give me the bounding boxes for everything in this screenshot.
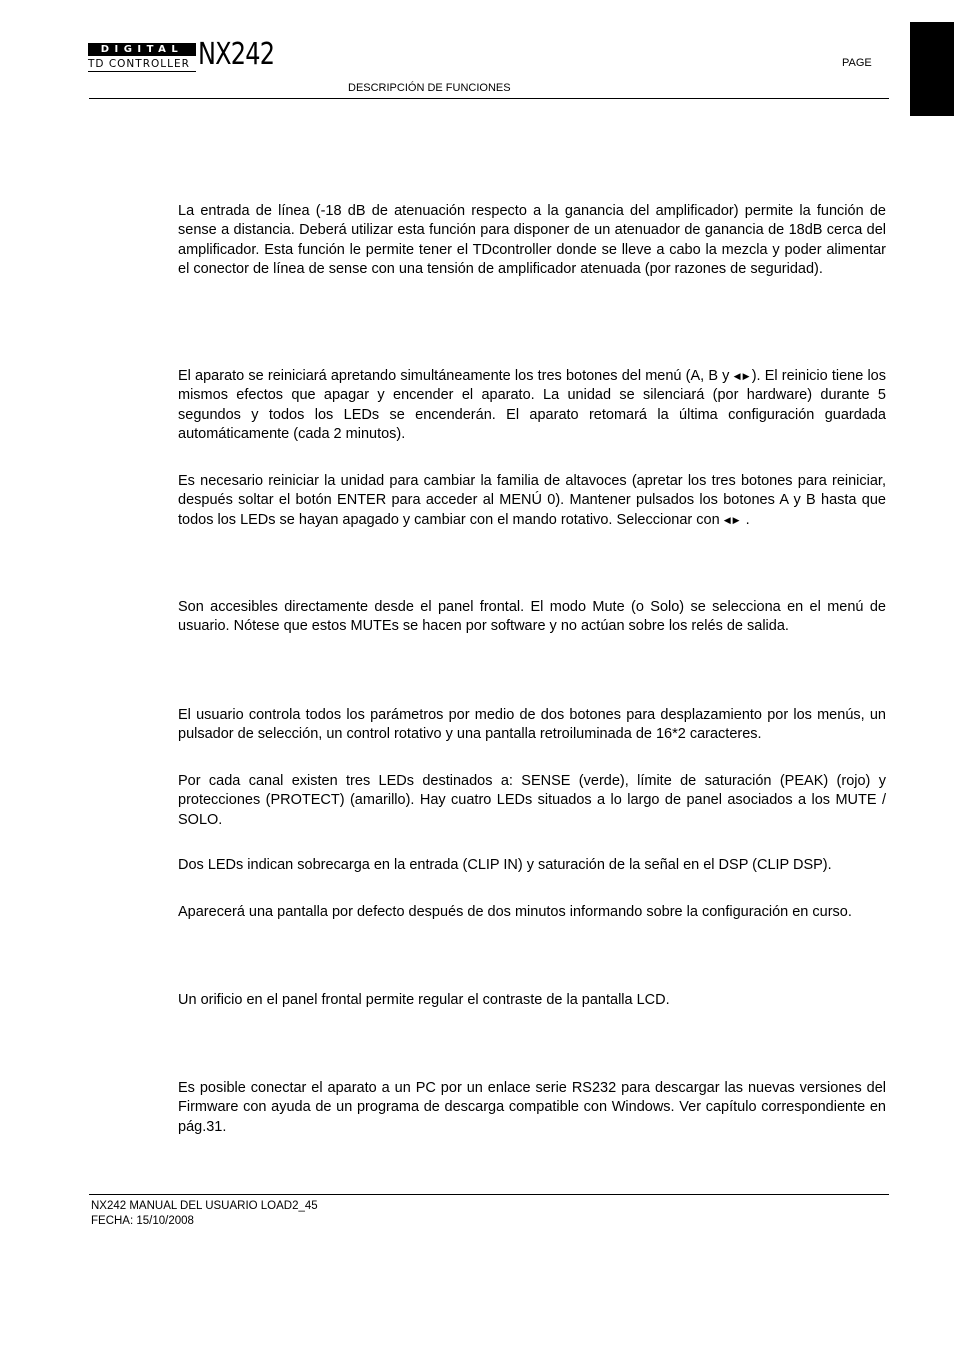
paragraph-speaker-family: Es necesario reiniciar la unidad para cambiar la familia de altavoces (apretar los tres botones para reiniciar, después soltar el botón ENTER para acceder al MENÚ 0). Mantener pulsados los botones A y B hasta que todos los LEDs se hayan apagado y cambiar con el mando rotativo. Seleccionar con ◀▶ . (178, 473, 886, 528)
logo-model: NX242 (198, 37, 275, 72)
nx242-logo (88, 37, 278, 74)
paragraph-reset: El aparato se reiniciará apretando simultáneamente los tres botones del menú (A, B y ◀▶). El reinicio tiene los mismos efectos que apagar y encender el aparato. La unidad se silenciará (por hardware) durante 5 segundos y todos los LEDs se encenderán. El aparato retomará la última configuración guardada automáticamente (cada 2 minutos). (178, 368, 886, 442)
logo-underline (88, 71, 196, 72)
paragraph-controls: El usuario controla todos los parámetros por medio de dos botones para desplazamiento por los menús, un pulsador de selección, un control rotativo y una pantalla retroiluminada de 16*2 caracteres. (178, 707, 886, 743)
page-tab-mark (910, 22, 954, 116)
section-title: DESCRIPCIÓN DE FUNCIONES (348, 82, 511, 94)
logo-digital: DIGITAL (88, 43, 196, 56)
paragraph-rs232: Es posible conectar el aparato a un PC por un enlace serie RS232 para descargar las nuevas versiones del Firmware con ayuda de un programa de descarga compatible con Windows. Ver capítulo correspondiente en pág.31. (178, 1080, 886, 1135)
footer-date: FECHA: 15/10/2008 (91, 1215, 194, 1227)
left-right-arrows-icon: ◀▶ (723, 514, 742, 525)
logo-tdcontroller: TD CONTROLLER (88, 58, 190, 70)
paragraph-channel-leds: Por cada canal existen tres LEDs destinados a: SENSE (verde), límite de saturación (PEAK) (rojo) y protecciones (PROTECT) (amarillo). Hay cuatro LEDs situados a lo largo de panel asociados a los MUTE / SOLO. (178, 773, 886, 828)
left-right-arrows-icon: ◀▶ (733, 371, 752, 381)
paragraph-lcd-contrast: Un orificio en el panel frontal permite regular el contraste de la pantalla LCD. (178, 992, 670, 1008)
footer-manual: NX242 MANUAL DEL USUARIO LOAD2_45 (91, 1200, 318, 1212)
paragraph-line-input: La entrada de línea (-18 dB de atenuación respecto a la ganancia del amplificador) permite la función de sense a distancia. Deberá utilizar esta función para disponer de un atenuador de ganancia de 18dB cerca del amplificador. Esta función le permite tener el TDcontroller donde se lleve a cabo la mezcla y poder alimentar el conector de línea de sense con una tensión de amplificador atenuada (por razones de seguridad). (178, 203, 886, 277)
paragraph-mutes: Son accesibles directamente desde el panel frontal. El modo Mute (o Solo) se selecciona en el menú de usuario. Nótese que estos MUTEs se hacen por software y no actúan sobre los relés de salida. (178, 599, 886, 635)
header-divider (89, 98, 889, 99)
paragraph-default-screen: Aparecerá una pantalla por defecto después de dos minutos informando sobre la configuración en curso. (178, 904, 852, 920)
paragraph-clip-leds: Dos LEDs indican sobrecarga en la entrada (CLIP IN) y saturación de la señal en el DSP (CLIP DSP). (178, 857, 832, 873)
page-label: PAGE (842, 57, 872, 69)
footer-divider (89, 1194, 889, 1195)
